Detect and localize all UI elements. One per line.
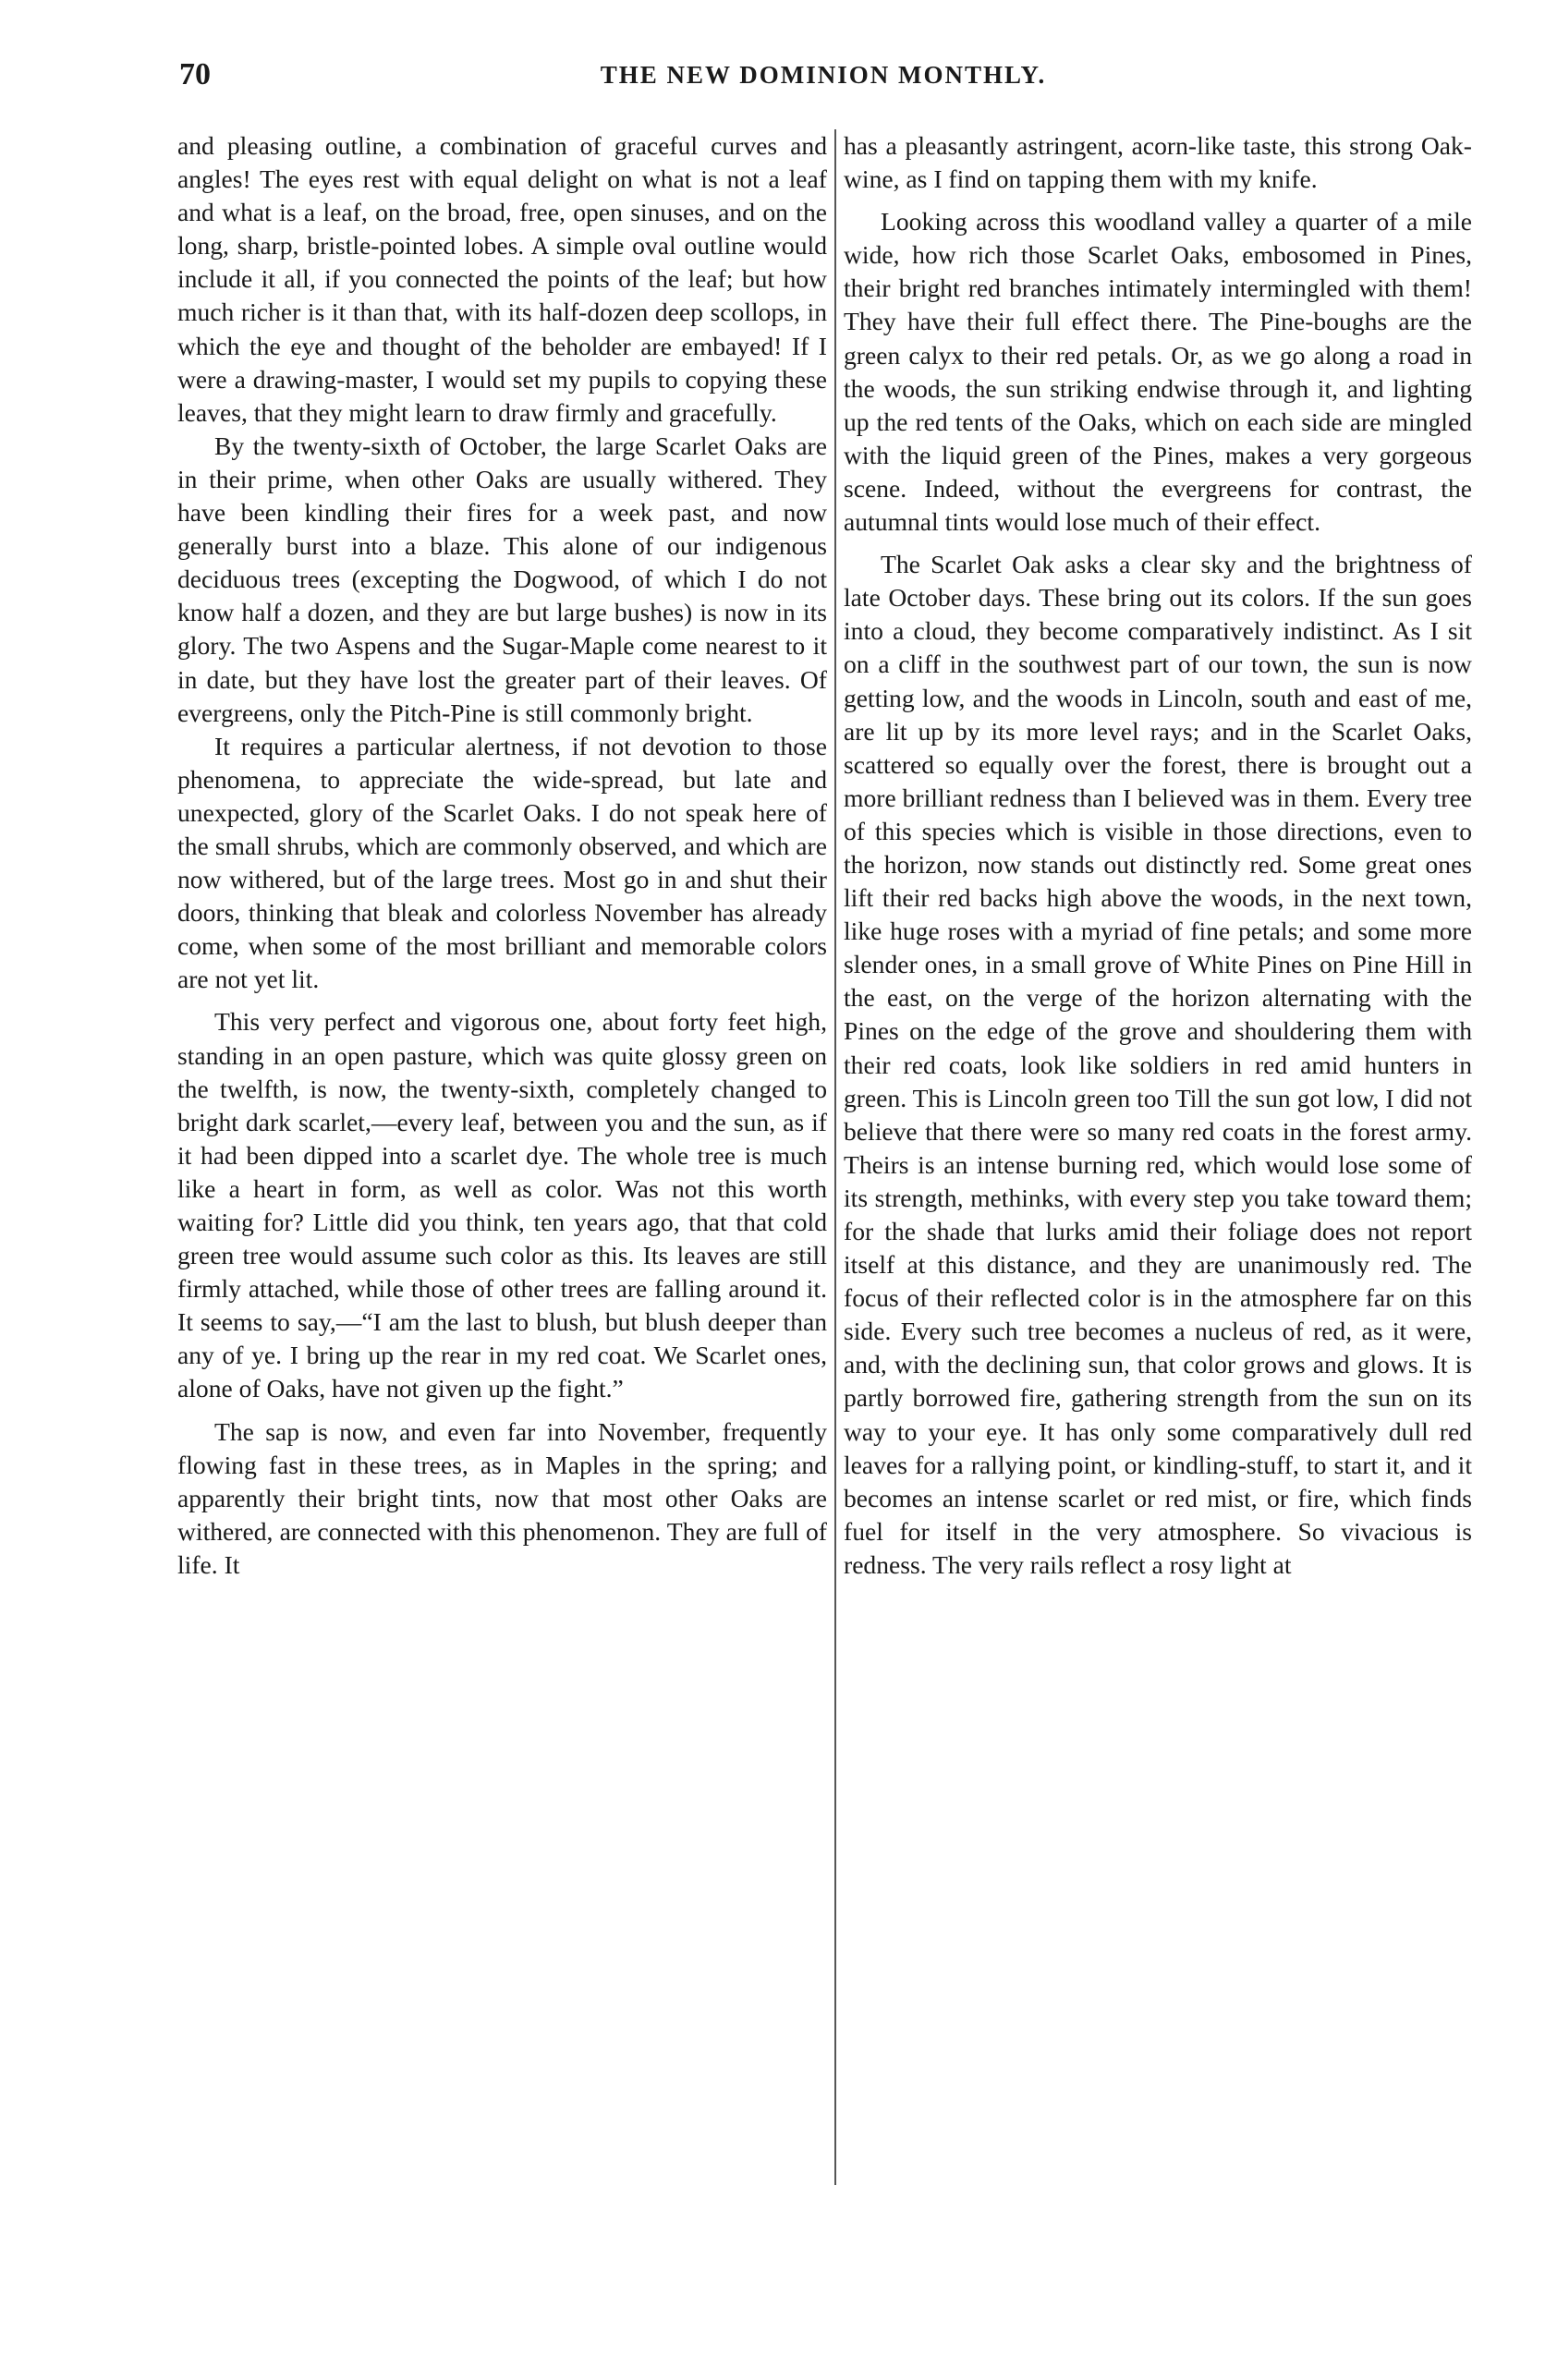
left-column [177, 129, 827, 1582]
page-header [172, 57, 1475, 102]
paragraph: The sap is now, and even far into November, frequently flowing fast in these trees, as in Maples in the spring; and apparently their bright tints, now that most other Oaks are withered, are connected with this phenomenon. They are full of life. It [177, 1416, 827, 1579]
paragraph: and pleasing outline, a combination of graceful curves and angles! The eyes rest with equal delight on what is not a leaf and what is a leaf, on the broad, free, open sinuses, and on the long, sharp, bristle-pointed lobes. A simple oval outline would include it all, if you connected the points of the leaf; but how much richer is it than that, with its half-dozen deep scollops, in which the eye and thought of the beholder are embayed! If I were a drawing-master, I would set my pupils to copying these leaves, that they might learn to draw firmly and gracefully. [177, 131, 827, 427]
paragraph: Looking across this woodland valley a quarter of a mile wide, how rich those Scarlet Oaks, embosomed in Pines, their bright red branches intimately intermingled with them! They have their full effect there. The Pine-boughs are the green calyx to their red petals. Or, as we go along a road in the woods, the sun striking endwise through it, and lighting up the red tents of the Oaks, which on each side are mingled with the liquid green of the Pines, makes a very gorgeous scene. Indeed, without the evergreens for contrast, the autumnal tints would lose much of their effect. [844, 207, 1472, 537]
right-column [844, 129, 1472, 1582]
page-number: 70 [179, 57, 211, 91]
paragraph: has a pleasantly astringent, acorn-like taste, this strong Oak-wine, as I find on tapping them with my knife. [844, 131, 1472, 194]
running-title: THE NEW DOMINION MONTHLY. [600, 61, 1047, 89]
paragraph: The Scarlet Oak asks a clear sky and the brightness of late October days. These bring out its colors. If the sun goes into a cloud, they become comparatively indistinct. As I sit on a cliff in the southwest part of our town, the sun is now getting low, and the woods in Lincoln, south and east of me, are lit up by its more level rays; and in the Scarlet Oaks, scattered so equally over the forest, there is brought out a more brilliant redness than I believed was in them. Every tree of this species which is visible in those directions, even to the horizon, now stands out distinctly red. Some great ones lift their red backs high above the woods, in the next town, like huge roses with a myriad of fine petals; and some more slender ones, in a small grove of White Pines on Pine Hill in the east, on the verge of the horizon alternating with the Pines on the edge of the grove and shouldering them with their red coats, look like soldiers in red amid hunters in green. This is Lincoln green too Till the sun got low, I did not believe that there were so many red coats in the forest army. Theirs is an intense burning red, which would lose some of its strength, methinks, with every step you take toward them; for the shade that lurks amid their foliage does not report itself at this distance, and they are unanimously red. The focus of their reflected color is in the atmosphere far on this side. Every such tree becomes a nucleus of red, as it were, and, with the declining sun, that color grows and glows. It is partly borrowed fire, gathering strength from the sun on its way to your eye. It has only some comparatively dull red leaves for a rallying point, or kindling-stuff, to start it, and it becomes an intense scarlet or red mist, or fire, which finds fuel for itself in the very atmosphere. So vivacious is redness. The very rails reflect a rosy light at [844, 550, 1472, 1579]
column-divider [834, 129, 836, 2185]
paragraph: By the twenty-sixth of October, the large Scarlet Oaks are in their prime, when other Oaks are usually withered. They have been kindling their fires for a week past, and now generally burst into a blaze. This alone of our indigenous deciduous trees (excepting the Dogwood, of which I do not know half a dozen, and they are but large bushes) is now in its glory. The two Aspens and the Sugar-Maple come nearest to it in date, but they have lost the greater part of their leaves. Of evergreens, only the Pitch-Pine is still commonly bright. [177, 431, 827, 727]
paragraph: This very perfect and vigorous one, about forty feet high, standing in an open pasture, which was quite glossy green on the twelfth, is now, the twenty-sixth, completely changed to bright dark scarlet,—every leaf, between you and the sun, as if it had been dipped into a scarlet dye. The whole tree is much like a heart in form, as well as color. Was not this worth waiting for? Little did you think, ten years ago, that that cold green tree would assume such color as this. Its leaves are still firmly attached, while those of other trees are falling around it. It seems to say,—“I am the last to blush, but blush deeper than any of ye. I bring up the rear in my red coat. We Scarlet ones, alone of Oaks, have not given up the fight.” [177, 1007, 827, 1403]
paragraph: It requires a particular alertness, if not devotion to those phenomena, to appreciate the wide-spread, but late and unexpected, glory of the Scarlet Oaks. I do not speak here of the small shrubs, which are commonly observed, and which are now withered, but of the large trees. Most go in and shut their doors, thinking that bleak and colorless November has already come, when some of the most brilliant and memorable colors are not yet lit. [177, 731, 827, 994]
